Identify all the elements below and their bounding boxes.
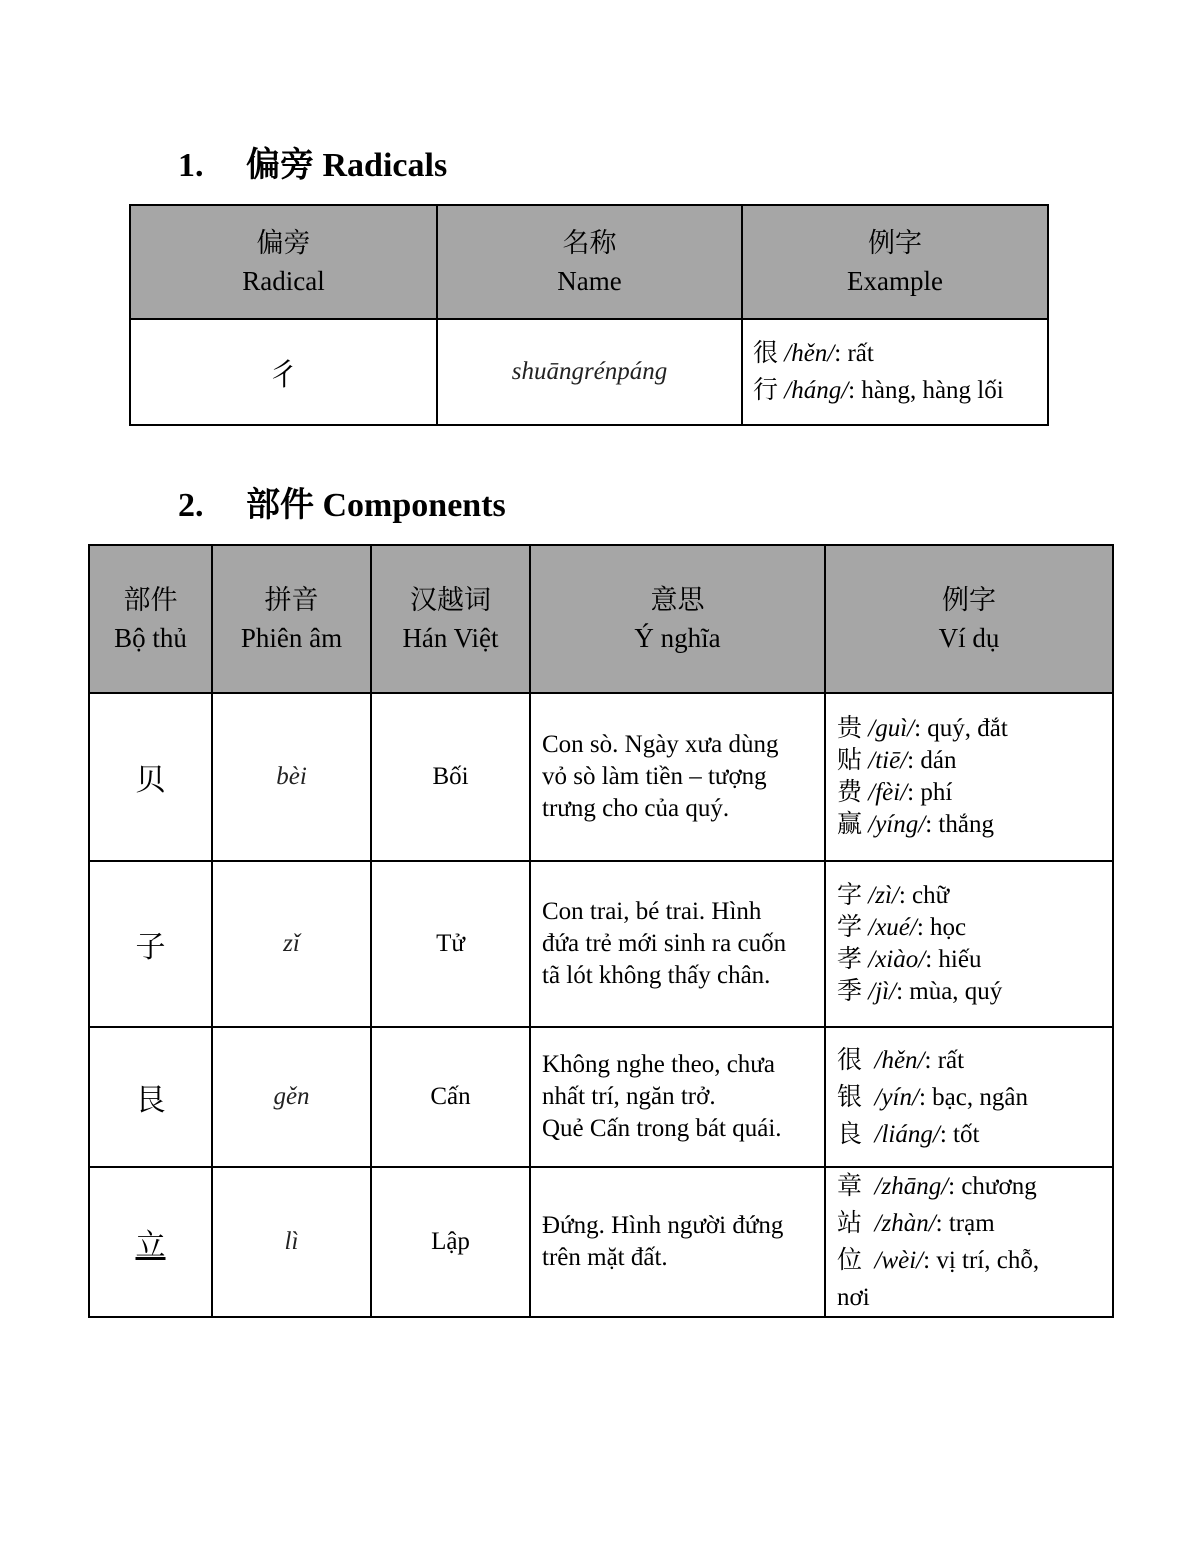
table-row	[130, 319, 1048, 425]
component-han-viet: Cấn	[371, 1027, 530, 1167]
component-meaning	[530, 1027, 825, 1167]
example-meaning: : thắng	[925, 811, 994, 838]
example-line	[837, 777, 1112, 809]
example-pinyin: /tiē/	[868, 747, 908, 774]
example-meaning: : trạm	[935, 1210, 995, 1237]
example-pinyin: /yín/	[874, 1083, 919, 1111]
radicals-table	[129, 204, 1049, 426]
section-1-title: 偏旁 Radicals	[246, 147, 448, 184]
example-line	[837, 1079, 1112, 1116]
example-meaning: : chương	[948, 1173, 1037, 1200]
example-line	[837, 976, 1112, 1008]
component-pinyin: zǐ	[212, 861, 371, 1027]
header-example-zh: 例字	[868, 228, 922, 258]
header-pinyin	[212, 545, 371, 693]
example-meaning: : phí	[907, 779, 953, 806]
header-radical-zh: 偏旁	[256, 228, 311, 258]
example-line	[837, 1116, 1112, 1153]
meaning-line: Không nghe theo, chưa	[542, 1051, 775, 1078]
example-char: 贴	[837, 747, 863, 774]
component-glyph: 子	[89, 861, 212, 1027]
example-char: 良	[837, 1120, 863, 1148]
example-meaning: : bạc, ngân	[918, 1083, 1028, 1111]
meaning-line: vỏ sò làm tiền – tượng	[542, 763, 767, 790]
example-pinyin: /jì/	[868, 978, 897, 1005]
meaning-line: Quẻ Cấn trong bát quái.	[542, 1115, 782, 1142]
example-pinyin: /liáng/	[874, 1120, 940, 1148]
meaning-line: Con trai, bé trai. Hình	[542, 898, 762, 925]
example-meaning: : tốt	[939, 1120, 980, 1148]
example-char: 很	[837, 1046, 863, 1074]
component-examples	[825, 861, 1113, 1027]
meaning-line: Đứng. Hình người đứng	[542, 1212, 784, 1239]
example-char: 赢	[837, 811, 863, 838]
header-meaning	[530, 545, 825, 693]
component-pinyin: gěn	[212, 1027, 371, 1167]
header-han-viet	[371, 545, 530, 693]
section-1-heading	[178, 146, 447, 186]
example-line	[837, 1242, 1112, 1279]
component-meaning	[530, 861, 825, 1027]
components-table	[88, 544, 1114, 1318]
example-pinyin: /zì/	[868, 882, 899, 909]
example-char: 学	[837, 914, 863, 941]
header-examples-vi: Ví dụ	[938, 623, 1000, 653]
header-example	[742, 205, 1048, 319]
example-meaning: : quý, đắt	[914, 715, 1008, 742]
example-line-continued: nơi	[837, 1284, 870, 1311]
example-pinyin: /hěn/	[784, 340, 835, 367]
example-meaning: : vị trí, chỗ,	[923, 1247, 1040, 1274]
header-name	[437, 205, 742, 319]
section-2-title: 部件 Components	[246, 487, 506, 524]
example-line	[753, 372, 1047, 409]
example-meaning: : rất	[834, 340, 874, 367]
example-char: 字	[837, 882, 863, 909]
example-pinyin: /háng/	[784, 377, 849, 404]
component-han-viet: Tử	[371, 861, 530, 1027]
example-meaning: : học	[916, 914, 967, 941]
header-name-zh: 名称	[562, 228, 617, 258]
example-meaning: : hàng, hàng lối	[848, 377, 1004, 404]
example-char: 很	[753, 340, 779, 367]
component-examples	[825, 693, 1113, 861]
example-char: 位	[837, 1247, 863, 1274]
example-pinyin: /xiào/	[868, 946, 926, 973]
component-meaning	[530, 693, 825, 861]
example-meaning: : dán	[907, 747, 957, 774]
example-line	[837, 713, 1112, 745]
example-meaning: : hiếu	[925, 946, 982, 973]
example-pinyin: /wèi/	[874, 1247, 924, 1274]
radical-glyph: 彳	[130, 319, 437, 425]
header-component	[89, 545, 212, 693]
meaning-line: nhất trí, ngăn trở.	[542, 1083, 716, 1110]
meaning-line: Con sò. Ngày xưa dùng	[542, 731, 779, 758]
meaning-line: trưng cho của quý.	[542, 795, 730, 822]
example-line	[837, 944, 1112, 976]
meaning-line: trên mặt đất.	[542, 1244, 668, 1271]
example-meaning: : chữ	[898, 882, 950, 909]
table-row	[89, 693, 1113, 861]
example-line	[837, 912, 1112, 944]
table-row	[89, 1027, 1113, 1167]
example-char: 贵	[837, 715, 863, 742]
table-row	[89, 1167, 1113, 1317]
example-char: 孝	[837, 946, 863, 973]
components-header-row	[89, 545, 1113, 693]
component-han-viet: Lập	[371, 1167, 530, 1317]
example-char: 银	[837, 1083, 863, 1111]
component-glyph: 立	[89, 1167, 212, 1317]
example-line	[837, 1168, 1112, 1205]
example-line	[837, 880, 1112, 912]
example-pinyin: /xué/	[868, 914, 917, 941]
header-meaning-zh: 意思	[650, 585, 705, 615]
section-1-number: 1.	[178, 147, 204, 184]
header-name-en: Name	[557, 266, 622, 296]
header-examples	[825, 545, 1113, 693]
component-han-viet: Bối	[371, 693, 530, 861]
header-examples-zh: 例字	[942, 585, 996, 615]
header-han-viet-vi: Hán Việt	[402, 623, 499, 653]
header-component-zh: 部件	[123, 585, 178, 615]
component-pinyin: bèi	[212, 693, 371, 861]
example-meaning: : mùa, quý	[896, 978, 1003, 1005]
header-component-vi: Bộ thủ	[114, 623, 187, 653]
example-pinyin: /hěn/	[874, 1046, 925, 1074]
example-char: 行	[753, 377, 779, 404]
example-pinyin: /zhāng/	[874, 1173, 949, 1200]
header-radical	[130, 205, 437, 319]
example-meaning: : rất	[924, 1046, 965, 1074]
component-examples	[825, 1027, 1113, 1167]
example-pinyin: /yíng/	[868, 811, 926, 838]
header-example-en: Example	[847, 266, 943, 296]
component-meaning	[530, 1167, 825, 1317]
example-line	[837, 1205, 1112, 1242]
meaning-line: tã lót không thấy chân.	[542, 962, 771, 989]
example-line	[837, 1042, 1112, 1079]
example-line	[753, 335, 1047, 372]
example-pinyin: /fèi/	[868, 779, 908, 806]
radicals-header-row	[130, 205, 1048, 319]
header-radical-en: Radical	[242, 266, 325, 296]
radical-examples	[742, 319, 1048, 425]
header-meaning-vi: Ý nghĩa	[634, 623, 721, 653]
component-examples	[825, 1167, 1113, 1317]
header-pinyin-vi: Phiên âm	[240, 623, 343, 653]
component-glyph: 艮	[89, 1027, 212, 1167]
header-pinyin-zh: 拼音	[264, 585, 319, 615]
section-2-heading	[178, 486, 506, 526]
example-char: 章	[837, 1173, 863, 1200]
example-char: 站	[837, 1210, 863, 1237]
example-char: 季	[837, 978, 863, 1005]
table-row	[89, 861, 1113, 1027]
section-2-number: 2.	[178, 487, 204, 524]
example-line	[837, 809, 1112, 841]
example-line	[837, 745, 1112, 777]
component-glyph: 贝	[89, 693, 212, 861]
example-pinyin: /guì/	[868, 715, 915, 742]
component-pinyin: lì	[212, 1167, 371, 1317]
meaning-line: đứa trẻ mới sinh ra cuốn	[542, 930, 787, 957]
example-pinyin: /zhàn/	[874, 1210, 936, 1237]
radical-name: shuāngrénpáng	[437, 319, 742, 425]
example-char: 费	[837, 779, 863, 806]
header-han-viet-zh: 汉越词	[410, 585, 491, 615]
